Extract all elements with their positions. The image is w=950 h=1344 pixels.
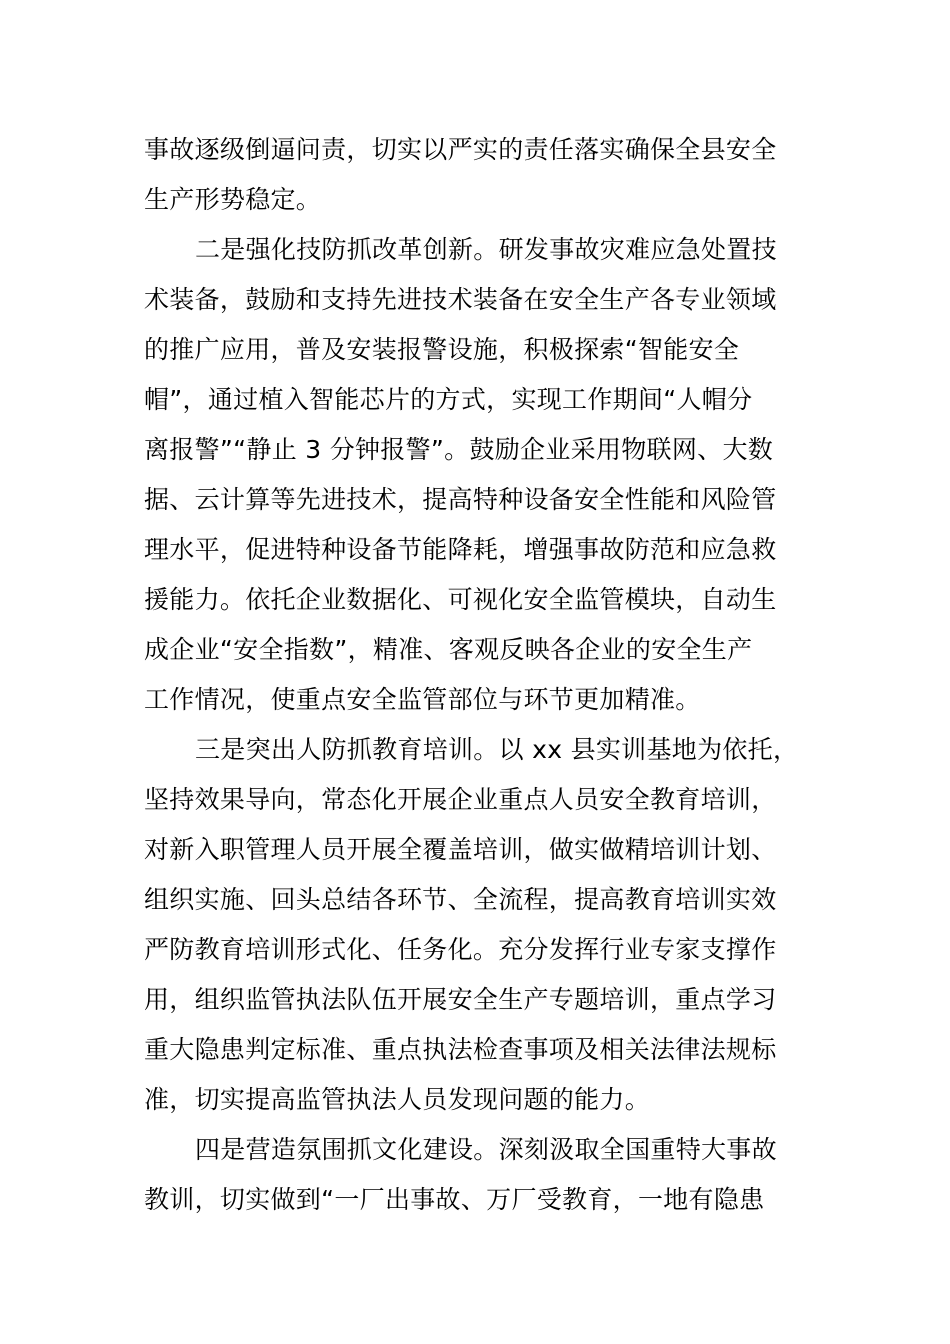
text-line: 用，组织监管执法队伍开展安全生产专题培训，重点学习 (144, 985, 777, 1014)
text-line: 术装备，鼓励和支持先进技术装备在安全生产各专业领域 (144, 285, 777, 314)
text-line: 教训，切实做到“一厂出事故、万厂受教育，一地有隐患 (144, 1185, 765, 1214)
text-line: 理水平，促进特种设备节能降耗，增强事故防范和应急救 (144, 535, 777, 564)
text-line: 的推广应用，普及安装报警设施，积极探索“智能安全 (144, 335, 740, 364)
text-line: 成企业“安全指数”，精准、客观反映各企业的安全生产 (144, 635, 753, 664)
paragraph-start-line: 二是强化技防抓改革创新。研发事故灾难应急处置技 (195, 235, 777, 264)
paragraph-start-line: 四是营造氛围抓文化建设。深刻汲取全国重特大事故 (195, 1135, 777, 1164)
text-line: 援能力。依托企业数据化、可视化安全监管模块，自动生 (144, 585, 777, 614)
text-line: 据、云计算等先进技术，提高特种设备安全性能和风险管 (144, 485, 777, 514)
text-line: 组织实施、回头总结各环节、全流程，提高教育培训实效 (144, 885, 777, 914)
text-line: 准，切实提高监管执法人员发现问题的能力。 (144, 1085, 651, 1114)
text-line: 对新入职管理人员开展全覆盖培训，做实做精培训计划、 (144, 835, 777, 864)
text-line: 严防教育培训形式化、任务化。充分发挥行业专家支撑作 (144, 935, 777, 964)
text-line: 坚持效果导向，常态化开展企业重点人员安全教育培训， (144, 785, 777, 814)
text-line: 重大隐患判定标准、重点执法检查事项及相关法律法规标 (144, 1035, 777, 1064)
text-line: 事故逐级倒逼问责，切实以严实的责任落实确保全县安全 (144, 135, 777, 164)
paragraph-start-line: 三是突出人防抓教育培训。以 xx 县实训基地为依托， (195, 735, 799, 764)
text-line: 生产形势稳定。 (144, 185, 322, 214)
text-line: 工作情况，使重点安全监管部位与环节更加精准。 (144, 685, 701, 714)
text-line: 帽”，通过植入智能芯片的方式，实现工作期间“人帽分 (144, 385, 753, 414)
text-line: 离报警”“静止 3 分钟报警”。鼓励企业采用物联网、大数 (144, 435, 774, 464)
